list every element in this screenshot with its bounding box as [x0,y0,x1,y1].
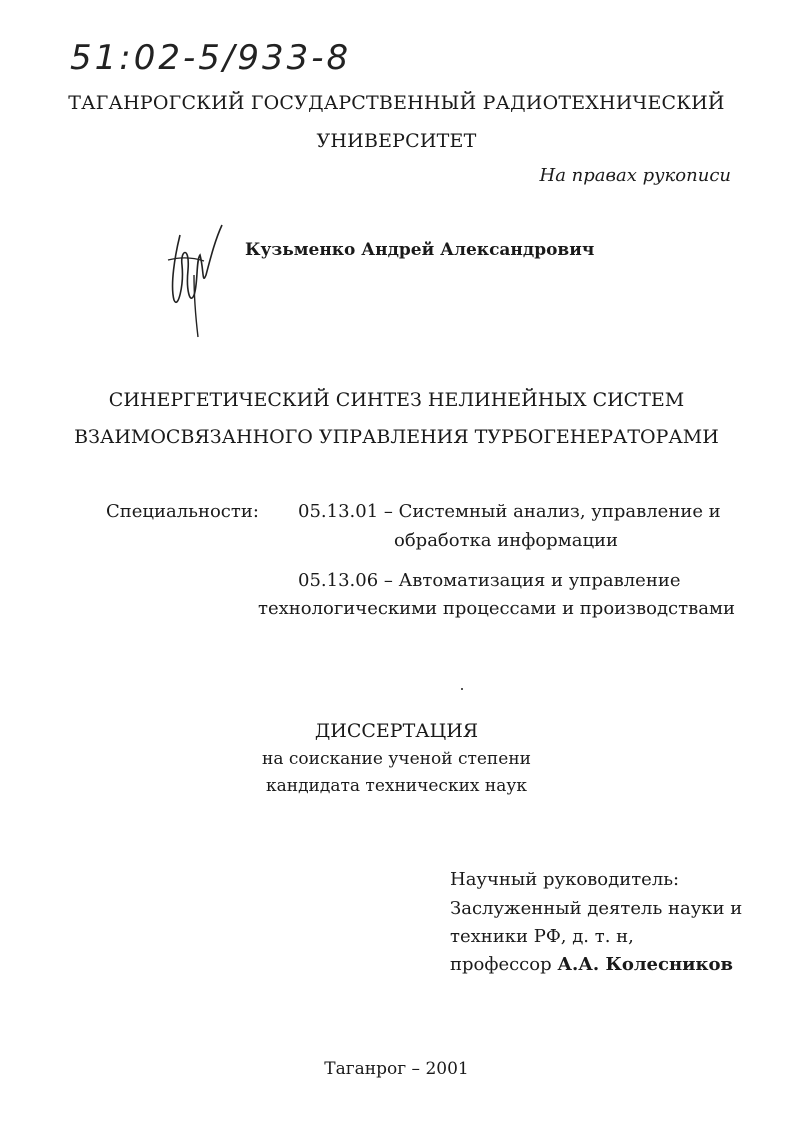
university-line-2: УНИВЕРСИТЕТ [316,130,477,152]
supervisor-line-2: Заслуженный деятель науки и [450,898,743,919]
dissertation-heading: ДИССЕРТАЦИЯ [314,720,479,742]
specialty-1-line-1: 05.13.01 – Системный анализ, управление и [298,501,721,522]
dissertation-line-1: на соискание ученой степени [261,749,531,769]
specialty-1-line-2: обработка информации [394,530,619,551]
dissertation-line-2: кандидата технических наук [265,776,527,796]
supervisor-title: профессор [450,954,558,975]
author-name: Кузьменко Андрей Александрович [245,240,595,260]
supervisor-line-3: техники РФ, д. т. н, [450,926,634,947]
university-line-1: ТАГАНРОГСКИЙ ГОСУДАРСТВЕННЫЙ РАДИОТЕХНИЧЕСКИЙ [68,92,725,114]
handwritten-code: 51:02-5/933-8 [70,38,352,78]
supervisor-name: А.А. Колесников [557,954,733,975]
speck [461,688,463,690]
specialties-label: Специальности: [106,501,259,522]
title-line-2: ВЗАИМОСВЯЗАННОГО УПРАВЛЕНИЯ ТУРБОГЕНЕРАТОРАМИ [74,426,719,448]
footer-city-year: Таганрог – 2001 [324,1059,469,1079]
supervisor-line-4 [450,954,733,975]
supervisor-line-1: Научный руководитель: [450,869,680,890]
manuscript-note: На правах рукописи [539,165,731,186]
specialty-2-line-2: технологическими процессами и производствами [258,598,735,619]
specialty-2-line-1: 05.13.06 – Автоматизация и управление [298,570,681,591]
title-line-1: СИНЕРГЕТИЧЕСКИЙ СИНТЕЗ НЕЛИНЕЙНЫХ СИСТЕМ [108,389,685,411]
signature [160,215,240,340]
